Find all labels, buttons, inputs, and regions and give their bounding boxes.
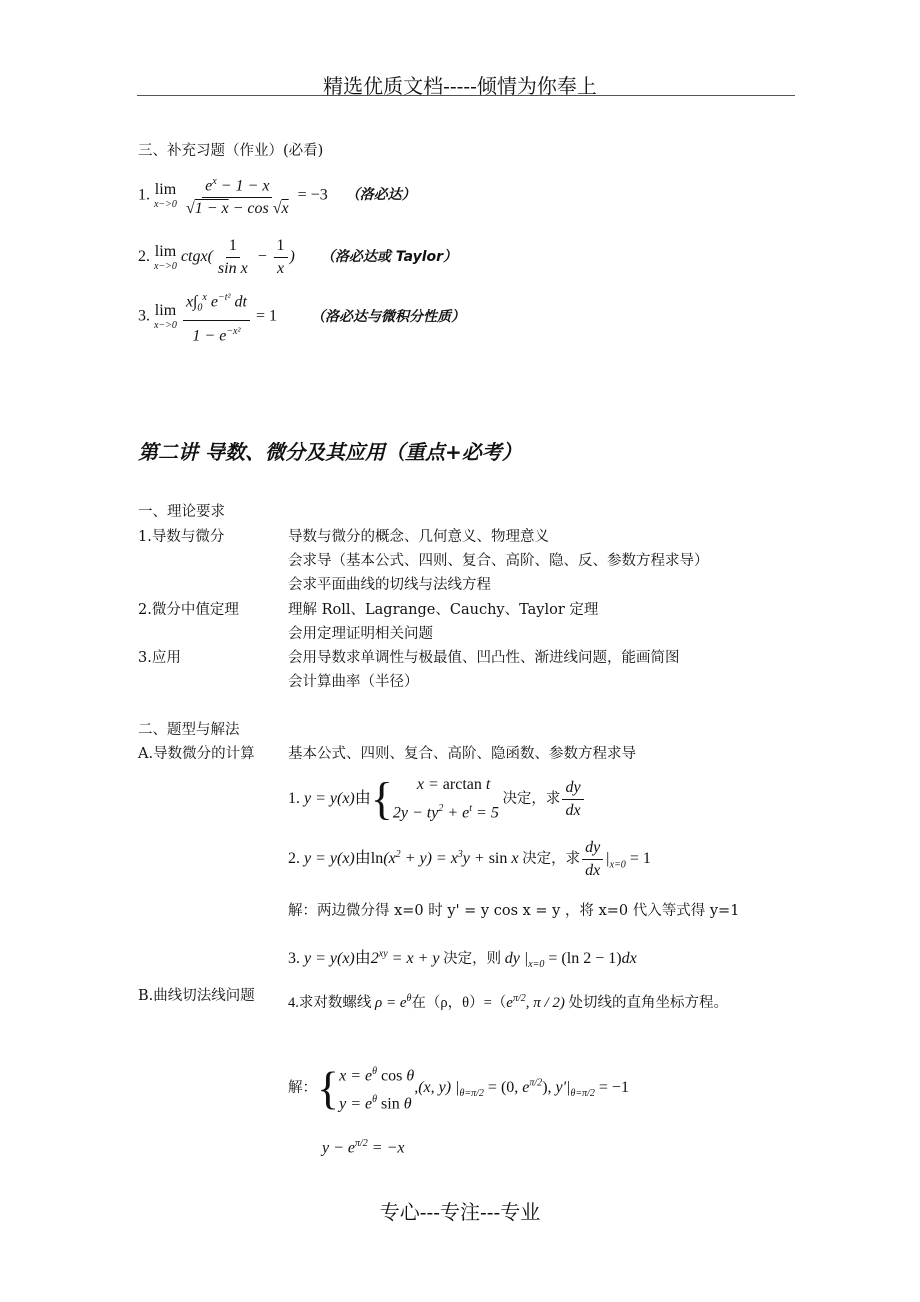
question-1: 1. y = y(x)由{ x = arctan t $2y - ty^2 + e^t = 5$ 决定，求 $\frac{dy}{dx}$: [288, 773, 586, 825]
type-a-label: A.导数微分的计算: [138, 746, 255, 762]
question-2-solution: 解：两边微分得 x=0 时 y' = y cos x = y ，将 x=0 代入等式得 y=1: [288, 903, 740, 919]
theory-label-1: 1.导数与微分: [138, 529, 225, 545]
theory-label-3: 3.应用: [138, 650, 181, 666]
problem-3: 3. lim x−>0 $\frac{x\int_0^x e^{-t^2} dt}{1 - e^{-x^2}}$ = 1 （洛必达与微积分性质）: [138, 288, 465, 346]
question-4-final: $y - e^{\pi/2} = -x$: [322, 1138, 405, 1157]
theory-line: 会用导数求单调性与极最值、凹凸性、渐进线问题，能画简图: [288, 650, 680, 666]
header-rule: [137, 95, 795, 96]
type-b-label: B.曲线切法线问题: [138, 988, 255, 1004]
theory-line: 导数与微分的概念、几何意义、物理意义: [288, 529, 549, 545]
theory-label-2: 2.微分中值定理: [138, 602, 239, 618]
theory-line: 会用定理证明相关问题: [288, 626, 433, 642]
question-2: 2. y = y(x)由$\ln(x^2 + y) = x^3y + \sin x$ 决定，求 $\frac{dy}{dx}$ $|_{x=0} = 1$: [288, 839, 651, 879]
question-4: 4.求对数螺线 $\rho = e^\theta$在（ρ，$\theta)=(e^{\pi/2}$, π / 2) 处切线的直角坐标方程。: [288, 993, 729, 1011]
lecture-title: 第二讲 导数、微分及其应用（重点+必考）: [138, 440, 522, 464]
page-footer: 专心---专注---专业: [379, 1200, 541, 1224]
theory-heading: 一、理论要求: [138, 504, 225, 520]
theory-line: 会计算曲率（半径）: [288, 674, 419, 690]
types-heading: 二、题型与解法: [138, 722, 240, 738]
page-header: 精选优质文档-----倾情为你奉上: [323, 74, 597, 98]
type-a-desc: 基本公式、四则、复合、高阶、隐函数、参数方程求导: [288, 746, 636, 762]
theory-line: 理解 Roll、Lagrange、Cauchy、Taylor 定理: [288, 602, 599, 618]
problem-2-note: （洛必达或 Taylor）: [320, 249, 458, 266]
problem-2: 2. lim x−>0 ctgx( $\frac{1}{\text{sin x}}$ − $\frac{1}{x}$ ) （洛必达或 Taylor）: [138, 237, 458, 277]
problem-3-note: （洛必达与微积分性质）: [311, 308, 465, 325]
theory-line: 会求平面曲线的切线与法线方程: [288, 577, 491, 593]
problem-1: 1. lim x−>0 $\frac{e^x - 1 - x}{√1 - x - \cos √x}$ = −3 （洛必达）: [138, 172, 416, 219]
theory-line: 会求导（基本公式、四则、复合、高阶、隐、反、参数方程求导）: [288, 553, 709, 569]
question-4-solution: 解：{ $x = e^\theta$ cos θ $y = e^\theta$ sin θ ,(x, y) $|_{\theta=\pi/2} = (0$, $e^{\pi/2}$), $y'|_{\theta=\pi/2} = -1$: [288, 1062, 629, 1114]
supp-heading: 三、补充习题（作业）(必看): [138, 143, 324, 159]
question-3: 3. y = y(x)由$2^{xy} = x + y$ 决定，则 dy $|_{x=0} = (\ln$ 2 − 1)dx: [288, 948, 637, 971]
problem-1-note: （洛必达）: [345, 187, 416, 204]
